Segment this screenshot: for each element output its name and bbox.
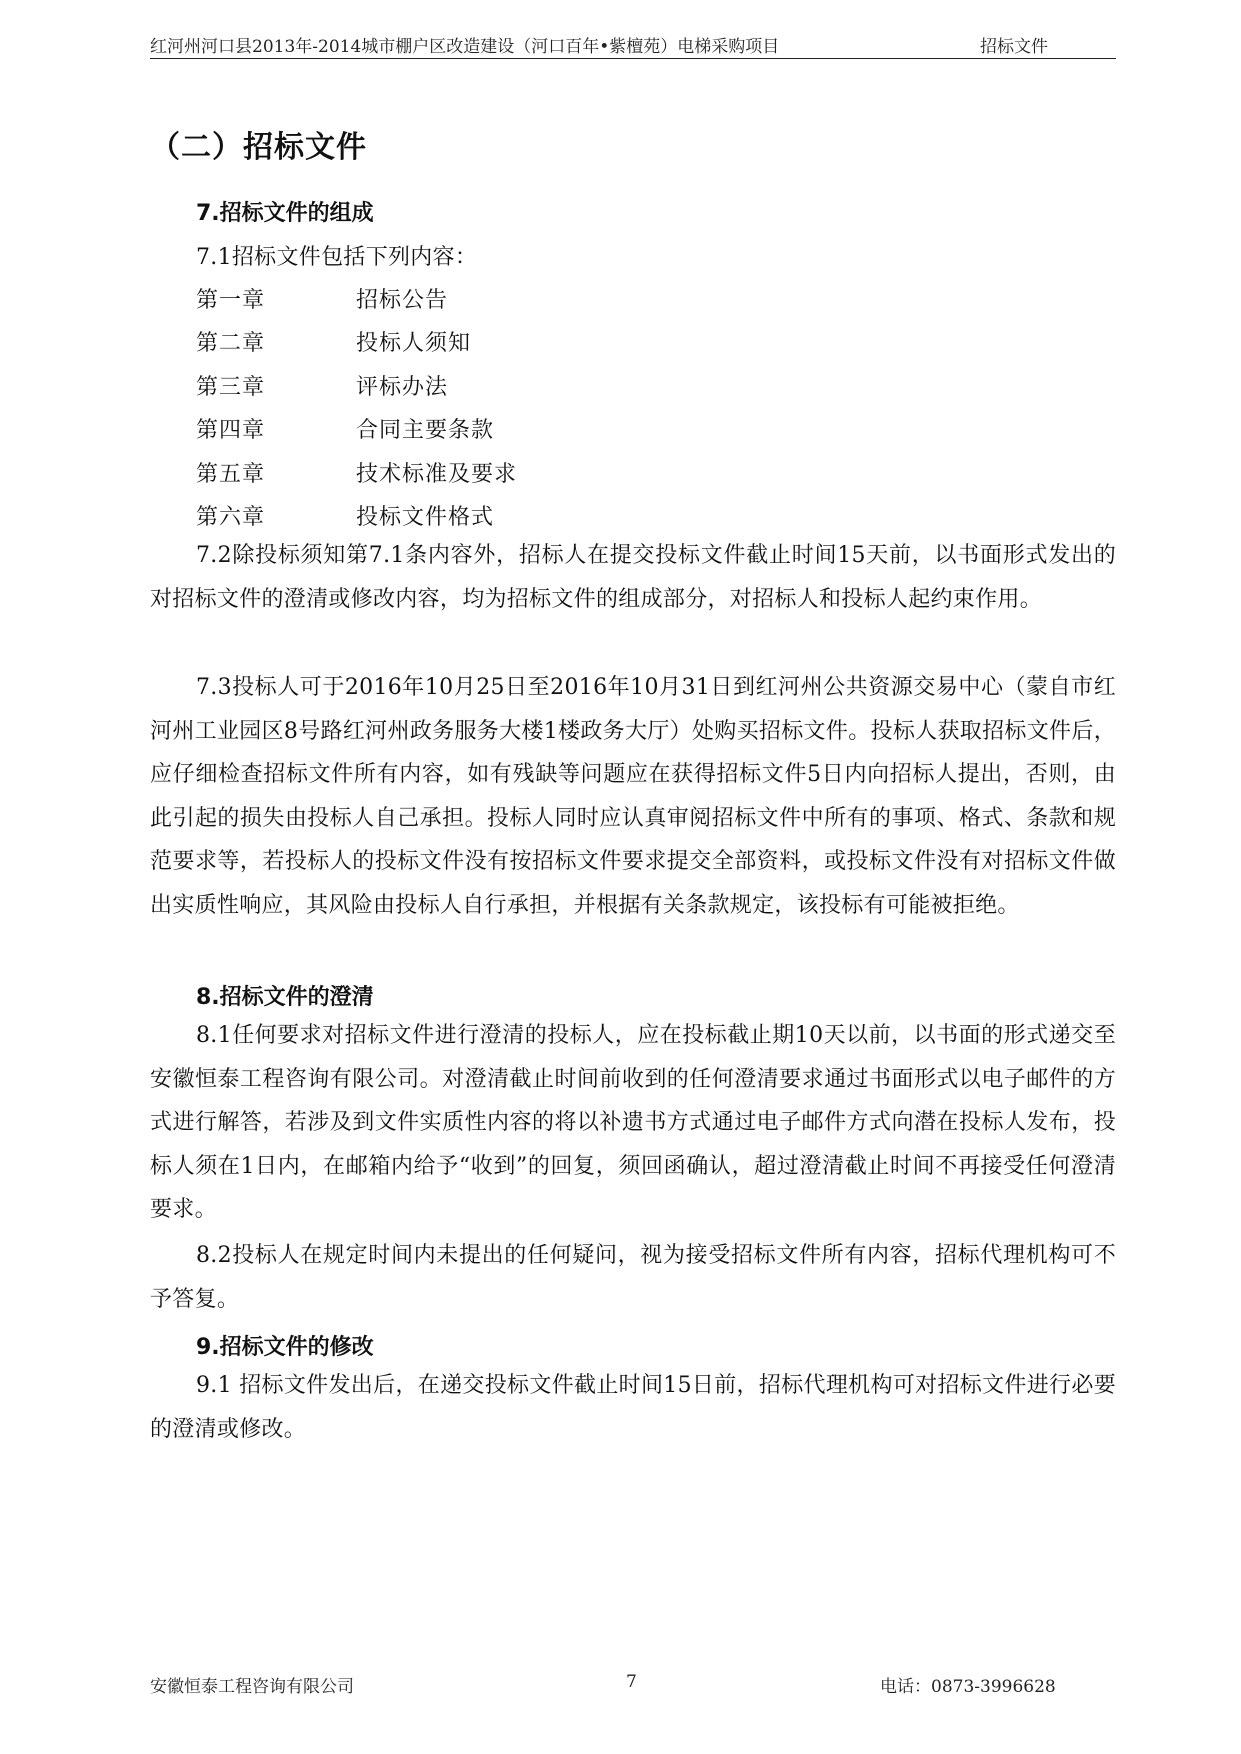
footer-company: 安徽恒泰工程咨询有限公司 — [150, 1677, 354, 1697]
footer-page-number: 7 — [626, 1672, 637, 1692]
chapter-num: 第五章 — [196, 462, 266, 487]
chapter-num: 第四章 — [196, 418, 266, 443]
paragraph-7-3: 7.3投标人可于2016年10月25日至2016年10月31日到红河州公共资源交易中心（蒙自市红河州工业园区8号路红河州政务服务大楼1楼政务大厅）处购买招标文件。投标人获取招标文件后，应仔细检查招标文件所有内容，如有残缺等问题应在获得招标文件5日内向招标人提出，否则，由此引起的损失由投标人自己承担。投标人同时应认真审阅招标文件中所有的事项、格式、条款和规范要求等，若投标人的投标文件没有按招标文件要求提交全部资料，或投标文件没有对招标文件做出实质性响应，其风险由投标人自行承担，并根据有关条款规定，该投标有可能被拒绝。 — [150, 675, 1116, 918]
chapter-num: 第三章 — [196, 375, 266, 400]
paragraph-8-2: 8.2投标人在规定时间内未提出的任何疑问，视为接受招标文件所有内容，招标代理机构可不予答复。 — [150, 1243, 1116, 1312]
heading-9: 9.招标文件的修改 — [196, 1335, 374, 1360]
chapter-num: 第六章 — [196, 505, 266, 530]
page-header — [150, 28, 1116, 59]
heading-7: 7.招标文件的组成 — [196, 201, 374, 226]
chapter-num: 第一章 — [196, 288, 266, 313]
chapter-name: 技术标准及要求 — [356, 462, 518, 487]
intro-7-1: 7.1招标文件包括下列内容： — [196, 245, 478, 270]
heading-8: 8.招标文件的澄清 — [196, 985, 374, 1010]
chapter-name: 投标人须知 — [356, 331, 472, 356]
paragraph-7-2: 7.2除投标须知第7.1条内容外，招标人在提交投标文件截止时间15天前，以书面形式发出的对招标文件的澄清或修改内容，均为招标文件的组成部分，对招标人和投标人起约束作用。 — [150, 543, 1116, 612]
section-title: （二）招标文件 — [150, 130, 367, 165]
paragraph-8-1: 8.1任何要求对招标文件进行澄清的投标人，应在投标截止期10天以前，以书面的形式递交至安徽恒泰工程咨询有限公司。对澄清截止时间前收到的任何澄清要求通过书面形式以电子邮件的方式进行解答，若涉及到文件实质性内容的将以补遗书方式通过电子邮件方式向潜在投标人发布，投标人须在1日内，在邮箱内给予“收到”的回复，须回函确认，超过澄清截止时间不再接受任何澄清要求。 — [150, 1023, 1116, 1223]
chapter-name: 投标文件格式 — [356, 505, 495, 530]
chapter-num: 第二章 — [196, 331, 266, 356]
header-project-title: 红河州河口县2013年-2014城市棚户区改造建设（河口百年•紫檀苑）电梯采购项目 — [150, 37, 780, 57]
footer-phone: 电话：0873-3996628 — [880, 1677, 1056, 1697]
paragraph-9-1: 9.1 招标文件发出后，在递交投标文件截止时间15日前，招标代理机构可对招标文件进行必要的澄清或修改。 — [150, 1373, 1116, 1442]
chapter-name: 评标办法 — [356, 375, 449, 400]
header-doc-label: 招标文件 — [980, 37, 1048, 57]
chapter-name: 招标公告 — [356, 288, 449, 313]
chapter-name: 合同主要条款 — [356, 418, 495, 443]
